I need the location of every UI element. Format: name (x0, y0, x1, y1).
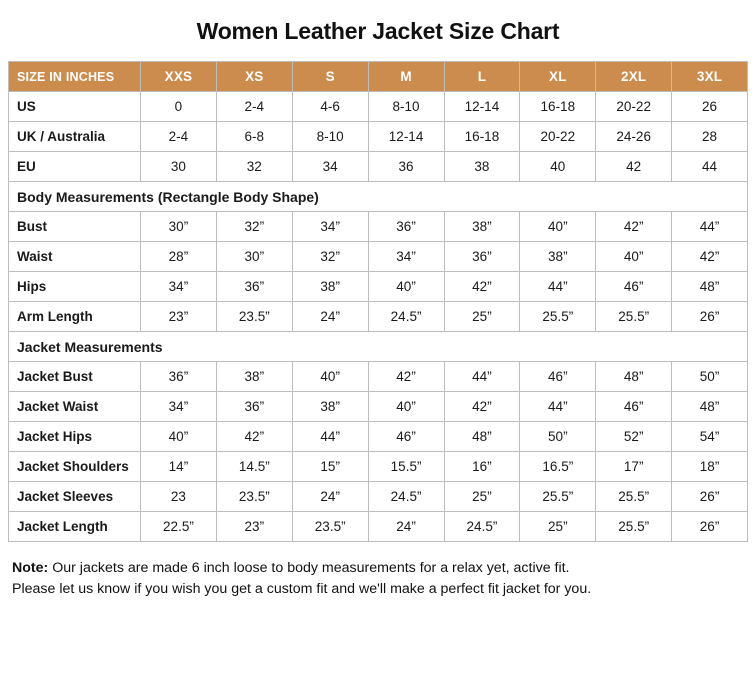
row-label: Jacket Hips (9, 422, 141, 452)
cell: 44” (292, 422, 368, 452)
cell: 42” (368, 362, 444, 392)
cell: 20-22 (520, 122, 596, 152)
cell: 23 (141, 482, 217, 512)
cell: 38 (444, 152, 520, 182)
cell: 34” (368, 242, 444, 272)
column-header-s: S (292, 62, 368, 92)
column-header-3xl: 3XL (672, 62, 748, 92)
cell: 16-18 (520, 92, 596, 122)
cell: 46” (596, 272, 672, 302)
cell: 16” (444, 452, 520, 482)
cell: 44” (444, 362, 520, 392)
column-header-2xl: 2XL (596, 62, 672, 92)
cell: 36” (368, 212, 444, 242)
cell: 23.5” (292, 512, 368, 542)
section-row-jacket-measurements (9, 332, 748, 362)
note-block (12, 558, 744, 599)
cell: 46” (596, 392, 672, 422)
section-label: Jacket Measurements (9, 332, 748, 362)
cell: 38” (292, 392, 368, 422)
cell: 52” (596, 422, 672, 452)
cell: 30 (141, 152, 217, 182)
cell: 28” (141, 242, 217, 272)
cell: 42” (444, 392, 520, 422)
cell: 2-4 (216, 92, 292, 122)
cell: 40” (368, 392, 444, 422)
cell: 20-22 (596, 92, 672, 122)
table-row (9, 452, 748, 482)
cell: 30” (141, 212, 217, 242)
cell: 44” (520, 392, 596, 422)
row-label: Jacket Sleeves (9, 482, 141, 512)
table-row (9, 302, 748, 332)
row-label: US (9, 92, 141, 122)
cell: 40” (141, 422, 217, 452)
table-row (9, 392, 748, 422)
cell: 48” (672, 392, 748, 422)
cell: 14.5” (216, 452, 292, 482)
cell: 46” (368, 422, 444, 452)
cell: 26” (672, 482, 748, 512)
cell: 4-6 (292, 92, 368, 122)
cell: 25.5” (596, 302, 672, 332)
cell: 40 (520, 152, 596, 182)
cell: 34” (141, 272, 217, 302)
cell: 34 (292, 152, 368, 182)
cell: 38” (520, 242, 596, 272)
cell: 24.5” (368, 482, 444, 512)
row-label: EU (9, 152, 141, 182)
page-title: Women Leather Jacket Size Chart (196, 18, 560, 44)
cell: 50” (672, 362, 748, 392)
cell: 54” (672, 422, 748, 452)
section-label: Body Measurements (Rectangle Body Shape) (9, 182, 748, 212)
cell: 48” (672, 272, 748, 302)
cell: 23” (141, 302, 217, 332)
cell: 0 (141, 92, 217, 122)
row-label: Jacket Shoulders (9, 452, 141, 482)
cell: 25.5” (520, 482, 596, 512)
table-body (9, 92, 748, 542)
cell: 24” (368, 512, 444, 542)
cell: 42” (444, 272, 520, 302)
table-row (9, 122, 748, 152)
cell: 25.5” (596, 482, 672, 512)
table-header (9, 62, 748, 92)
cell: 50” (520, 422, 596, 452)
table-row (9, 422, 748, 452)
cell: 26” (672, 512, 748, 542)
cell: 16-18 (444, 122, 520, 152)
column-header-size-in-inches: SIZE IN INCHES (9, 62, 141, 92)
cell: 8-10 (368, 92, 444, 122)
row-label: UK / Australia (9, 122, 141, 152)
row-label: Waist (9, 242, 141, 272)
cell: 44” (672, 212, 748, 242)
table-row (9, 482, 748, 512)
cell: 25” (520, 512, 596, 542)
row-label: Arm Length (9, 302, 141, 332)
cell: 36” (444, 242, 520, 272)
cell: 40” (520, 212, 596, 242)
cell: 40” (596, 242, 672, 272)
row-label: Hips (9, 272, 141, 302)
cell: 44” (520, 272, 596, 302)
note-label: Note: (12, 560, 49, 576)
cell: 12-14 (368, 122, 444, 152)
cell: 38” (444, 212, 520, 242)
cell: 42 (596, 152, 672, 182)
cell: 36 (368, 152, 444, 182)
cell: 8-10 (292, 122, 368, 152)
cell: 24” (292, 482, 368, 512)
cell: 38” (216, 362, 292, 392)
cell: 24” (292, 302, 368, 332)
table-row (9, 242, 748, 272)
cell: 23.5” (216, 302, 292, 332)
cell: 36” (141, 362, 217, 392)
cell: 2-4 (141, 122, 217, 152)
cell: 34” (292, 212, 368, 242)
cell: 30” (216, 242, 292, 272)
cell: 6-8 (216, 122, 292, 152)
column-header-m: M (368, 62, 444, 92)
cell: 32” (292, 242, 368, 272)
table-row (9, 152, 748, 182)
row-label: Jacket Bust (9, 362, 141, 392)
cell: 23” (216, 512, 292, 542)
table-row (9, 362, 748, 392)
cell: 48” (596, 362, 672, 392)
cell: 22.5” (141, 512, 217, 542)
table-row (9, 512, 748, 542)
cell: 14” (141, 452, 217, 482)
table-row (9, 212, 748, 242)
table-row (9, 92, 748, 122)
cell: 15” (292, 452, 368, 482)
cell: 25.5” (596, 512, 672, 542)
cell: 24-26 (596, 122, 672, 152)
note-line-1 (12, 558, 744, 579)
column-header-xxs: XXS (141, 62, 217, 92)
column-header-l: L (444, 62, 520, 92)
cell: 44 (672, 152, 748, 182)
cell: 46” (520, 362, 596, 392)
cell: 23.5” (216, 482, 292, 512)
cell: 32 (216, 152, 292, 182)
cell: 25.5” (520, 302, 596, 332)
cell: 16.5” (520, 452, 596, 482)
row-label: Jacket Waist (9, 392, 141, 422)
cell: 32” (216, 212, 292, 242)
cell: 25” (444, 482, 520, 512)
cell: 26” (672, 302, 748, 332)
section-row-body-measurements (9, 182, 748, 212)
column-header-xs: XS (216, 62, 292, 92)
row-label: Jacket Length (9, 512, 141, 542)
cell: 12-14 (444, 92, 520, 122)
table-row (9, 272, 748, 302)
cell: 28 (672, 122, 748, 152)
cell: 48” (444, 422, 520, 452)
cell: 42” (596, 212, 672, 242)
note-text-1: Our jackets are made 6 inch loose to body measurements for a relax yet, active fit. (48, 560, 570, 576)
cell: 38” (292, 272, 368, 302)
cell: 36” (216, 272, 292, 302)
cell: 36” (216, 392, 292, 422)
table-header-row (9, 62, 748, 92)
note-line-2: Please let us know if you wish you get a custom fit and we'll make a perfect fit jacket for you. (12, 580, 592, 597)
cell: 26 (672, 92, 748, 122)
row-label: Bust (9, 212, 141, 242)
cell: 18” (672, 452, 748, 482)
cell: 42” (216, 422, 292, 452)
cell: 40” (292, 362, 368, 392)
size-chart-page (0, 18, 756, 698)
cell: 25” (444, 302, 520, 332)
cell: 24.5” (368, 302, 444, 332)
cell: 15.5” (368, 452, 444, 482)
column-header-xl: XL (520, 62, 596, 92)
cell: 17” (596, 452, 672, 482)
cell: 24.5” (444, 512, 520, 542)
cell: 40” (368, 272, 444, 302)
size-chart-table (8, 61, 748, 542)
cell: 34” (141, 392, 217, 422)
cell: 42” (672, 242, 748, 272)
